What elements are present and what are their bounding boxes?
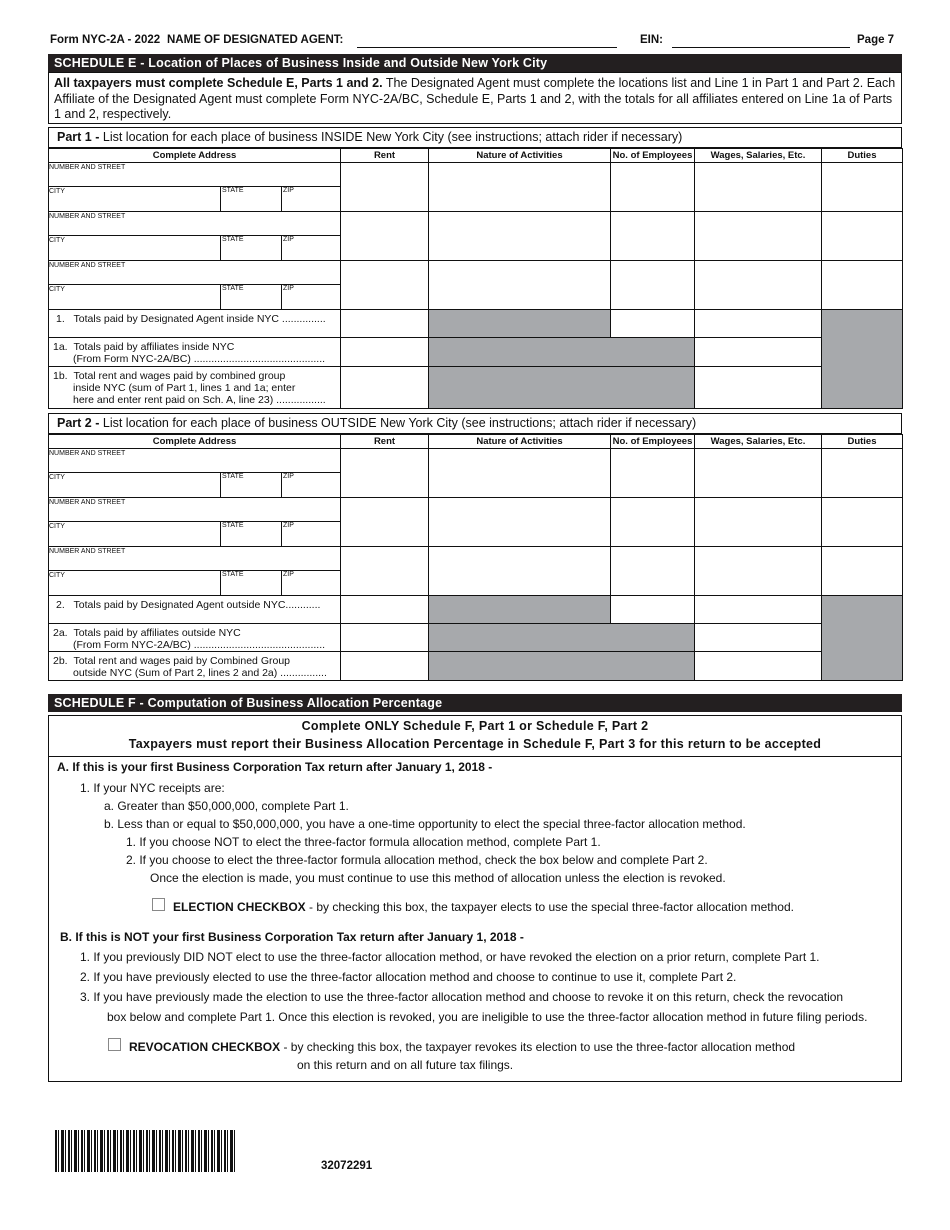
section-b-title: B. If this is NOT your first Business Corporation Tax return after January 1, 2018 - [60,930,524,944]
address-cell[interactable] [49,449,341,498]
total-row [49,596,903,624]
shaded-cell [822,596,903,681]
shaded-cell [429,310,611,338]
employees-cell[interactable] [611,212,695,261]
barcode [55,1130,237,1172]
activities-cell[interactable] [429,261,611,310]
state-label: STATE [220,285,244,310]
rent-cell[interactable] [341,212,429,261]
b2-text: 2. If you have previously elected to use the three-factor allocation method and choose to continue to use it, complete Part 2. [80,970,737,984]
part1-heading [48,127,902,148]
revocation-checkbox[interactable] [108,1038,121,1051]
revocation-cont-text: on this return and on all future tax filings. [297,1058,514,1072]
street-label: NUMBER AND STREET [49,164,126,171]
zip-label: ZIP [281,473,294,498]
revocation-text: REVOCATION CHECKBOX - by checking this box, the taxpayer revokes its election to use the three-factor allocation method [129,1040,796,1054]
employees-cell[interactable] [611,163,695,212]
location-row [49,163,903,212]
wages-cell[interactable] [695,261,822,310]
zip-label: ZIP [281,285,294,310]
duties-cell[interactable] [822,163,903,212]
form-code: 32072291 [321,1160,373,1172]
city-label: CITY [49,523,65,530]
shaded-cell [429,338,695,367]
col-header: No. of Employees [611,435,695,449]
a1b1-text: 1. If you choose NOT to elect the three-factor formula allocation method, complete Part 1. [126,835,601,849]
line-1-employees[interactable] [611,310,695,338]
b1-text: 1. If you previously DID NOT elect to use the three-factor allocation method, or have revoked the election on a prior return, complete Part 1. [80,950,820,964]
col-header: Duties [822,435,903,449]
col-header: Complete Address [49,149,341,163]
total-row [49,624,903,652]
rent-cell[interactable] [341,498,429,547]
line-1a-label: 1a. Totals paid by affiliates inside NYC (From Form NYC-2A/BC) ............................................. [49,338,341,367]
part2-label: Part 2 - [57,416,100,430]
line-1b-label: 1b. Total rent and wages paid by combined group inside NYC (sum of Part 1, lines 1 and 1a; enter here and enter rent paid on Sch. A, line 23) ................. [49,367,341,409]
a1a-text: a. Greater than $50,000,000, complete Part 1. [104,799,349,813]
street-label: NUMBER AND STREET [49,450,126,457]
total-row [49,310,903,338]
zip-label: ZIP [281,522,294,547]
employees-cell[interactable] [611,547,695,596]
city-label: CITY [49,474,65,481]
state-label: STATE [220,571,244,596]
wages-cell[interactable] [695,498,822,547]
duties-cell[interactable] [822,212,903,261]
part1-text: List location for each place of business INSIDE New York City (see instructions; attach rider if necessary) [99,130,683,144]
schedule-f-heading-2: Taxpayers must report their Business Allocation Percentage in Schedule F, Part 3 for this return to be accepted [128,737,822,751]
col-header: No. of Employees [611,149,695,163]
ein-field[interactable] [672,47,850,48]
activities-cell[interactable] [429,498,611,547]
line-2a-rent[interactable] [341,624,429,652]
schedule-e-intro [48,72,902,124]
form-id: Form NYC-2A - 2022 [50,34,161,46]
a1b2-cont-text: Once the election is made, you must continue to use this method of allocation unless the election is revoked. [150,871,726,885]
col-header: Duties [822,149,903,163]
state-label: STATE [220,187,244,212]
shaded-cell [429,624,695,652]
city-label: CITY [49,286,65,293]
col-header: Wages, Salaries, Etc. [695,149,822,163]
duties-cell[interactable] [822,547,903,596]
line-2-employees[interactable] [611,596,695,624]
total-row [49,367,903,409]
state-label: STATE [220,522,244,547]
schedule-e-title: SCHEDULE E - Location of Places of Business Inside and Outside New York City [48,54,902,72]
part2-table [48,434,903,681]
line-2a-label: 2a. Totals paid by affiliates outside NYC (From Form NYC-2A/BC) ............................................. [49,624,341,652]
city-label: CITY [49,237,65,244]
street-label: NUMBER AND STREET [49,499,126,506]
shaded-cell [429,652,695,681]
designated-agent-field[interactable] [357,47,617,48]
zip-label: ZIP [281,187,294,212]
schedule-e-intro-rest: The Designated Agent must complete the locations list and Line 1 in Part 1 and Part 2. Each Affiliate of the Designated Agent must complete Form NYC-2A/BC, Schedule E, Parts 1 and 2, with the totals for all affiliates entered on Line 1a of Parts 1 and 2, respectively. [54,76,896,121]
address-cell[interactable] [49,498,341,547]
election-checkbox[interactable] [152,898,165,911]
location-row [49,212,903,261]
b3-text: 3. If you have previously made the election to use the three-factor allocation method and choose to revoke it on this return, check the revocation [80,990,844,1004]
line-1-rent[interactable] [341,310,429,338]
line-1b-rent[interactable] [341,367,429,409]
street-label: NUMBER AND STREET [49,213,126,220]
col-header: Wages, Salaries, Etc. [695,435,822,449]
total-row [49,338,903,367]
wages-cell[interactable] [695,547,822,596]
line-2b-rent[interactable] [341,652,429,681]
location-row [49,547,903,596]
zip-label: ZIP [281,571,294,596]
part2-text: List location for each place of business OUTSIDE New York City (see instructions; attach rider if necessary) [99,416,697,430]
rent-cell[interactable] [341,449,429,498]
address-cell[interactable] [49,212,341,261]
street-label: NUMBER AND STREET [49,262,126,269]
wages-cell[interactable] [695,163,822,212]
state-label: STATE [220,473,244,498]
line-1a-rent[interactable] [341,338,429,367]
wages-cell[interactable] [695,449,822,498]
zip-label: ZIP [281,236,294,261]
designated-agent-label: NAME OF DESIGNATED AGENT: [167,34,344,46]
col-header: Nature of Activities [429,149,611,163]
employees-cell[interactable] [611,498,695,547]
ein-label: EIN: [640,34,663,46]
a1b-text: b. Less than or equal to $50,000,000, you have a one-time opportunity to elect the special three-factor allocation method. [104,817,746,831]
wages-cell[interactable] [695,212,822,261]
employees-cell[interactable] [611,449,695,498]
col-header: Rent [341,435,429,449]
line-2a-wages[interactable] [695,624,822,652]
section-a-title: A. If this is your first Business Corporation Tax return after January 1, 2018 - [57,760,493,774]
line-2-label: 2. Totals paid by Designated Agent outside NYC............ [49,596,341,624]
city-label: CITY [49,572,65,579]
employees-cell[interactable] [611,261,695,310]
city-label: CITY [49,188,65,195]
col-header: Complete Address [49,435,341,449]
shaded-cell [429,596,611,624]
rent-cell[interactable] [341,261,429,310]
shaded-cell [429,367,695,409]
col-header: Rent [341,149,429,163]
address-cell[interactable] [49,261,341,310]
line-1b-wages[interactable] [695,367,822,409]
rent-cell[interactable] [341,547,429,596]
page-number: Page 7 [857,34,895,46]
part1-label: Part 1 - [57,130,100,144]
duties-cell[interactable] [822,261,903,310]
duties-cell[interactable] [822,498,903,547]
activities-cell[interactable] [429,163,611,212]
schedule-f-heading-1: Complete ONLY Schedule F, Part 1 or Schedule F, Part 2 [301,719,649,733]
schedule-f-title: SCHEDULE F - Computation of Business Allocation Percentage [48,694,902,712]
line-1-label: 1. Totals paid by Designated Agent inside NYC ............... [49,310,341,338]
line-2b-wages[interactable] [695,652,822,681]
b3-cont-text: box below and complete Part 1. Once this election is revoked, you are ineligible to use the three-factor allocation method in future filing periods. [107,1010,868,1024]
schedule-e-intro-bold: All taxpayers must complete Schedule E, Parts 1 and 2. [54,76,383,90]
total-row [49,652,903,681]
address-cell[interactable] [49,547,341,596]
street-label: NUMBER AND STREET [49,548,126,555]
a1b2-text: 2. If you choose to elect the three-factor formula allocation method, check the box below and complete Part 2. [126,853,708,867]
duties-cell[interactable] [822,449,903,498]
line-2-rent[interactable] [341,596,429,624]
address-cell[interactable] [49,163,341,212]
col-header: Nature of Activities [429,435,611,449]
line-1a-wages[interactable] [695,338,822,367]
activities-cell[interactable] [429,212,611,261]
rent-cell[interactable] [341,163,429,212]
shaded-cell [822,310,903,409]
location-row [49,261,903,310]
part2-heading [48,413,902,434]
a1-text: 1. If your NYC receipts are: [80,781,225,795]
location-row [49,449,903,498]
line-2b-label: 2b. Total rent and wages paid by Combined Group outside NYC (Sum of Part 2, lines 2 and 2a) ................ [49,652,341,681]
line-1-wages[interactable] [695,310,822,338]
location-row [49,498,903,547]
election-text: ELECTION CHECKBOX - by checking this box, the taxpayer elects to use the special three-factor allocation method. [173,900,794,914]
activities-cell[interactable] [429,449,611,498]
divider [48,756,902,757]
state-label: STATE [220,236,244,261]
line-2-wages[interactable] [695,596,822,624]
part1-table [48,148,903,409]
activities-cell[interactable] [429,547,611,596]
